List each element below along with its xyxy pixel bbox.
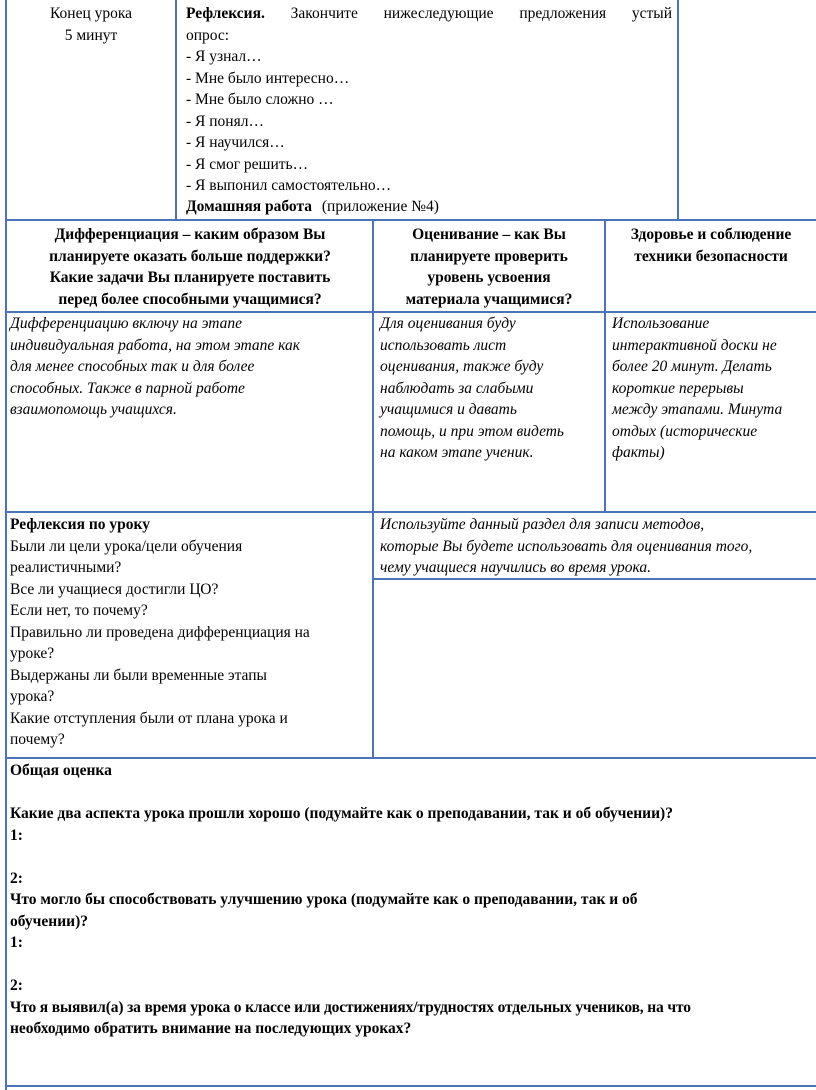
reflection-question: уроке? xyxy=(10,645,55,662)
header-line: планируете оказать больше поддержки? xyxy=(49,247,331,265)
content-line: отдых (исторические xyxy=(612,422,758,440)
overall-question: необходимо обратить внимание на последующих уроках? xyxy=(10,1020,412,1037)
content-line: более 20 минут. Делать xyxy=(612,358,772,375)
answer-label: 1: xyxy=(10,934,23,951)
reflection-intro xyxy=(186,3,672,25)
overall-question: Что могло бы способствовать улучшению урока (подумайте как о преподавании, так и об xyxy=(10,891,638,908)
grid-line xyxy=(175,0,177,220)
reflection-intro-cont: опрос: xyxy=(186,26,230,44)
homework-label: Домашняя работа xyxy=(186,197,312,215)
content-line: для менее способных так и для более xyxy=(10,358,255,375)
reflection-question: Были ли цели урока/цели обучения xyxy=(10,537,243,555)
answer-label: 2: xyxy=(10,869,23,887)
overall-question: Какие два аспекта урока прошли хорошо (подумайте как о преподавании, так и об обучении)? xyxy=(10,805,673,822)
reflection-item: - Я смог решить… xyxy=(186,155,309,173)
header-line: Какие задачи Вы планируете поставить xyxy=(49,269,331,286)
hint-line: чему учащиеся научились во время урока. xyxy=(380,559,651,576)
reflection-question: реалистичными? xyxy=(10,559,122,576)
header-line: Здоровье и соблюдение xyxy=(630,226,792,243)
content-line: Для оценивания буду xyxy=(380,315,516,332)
content-line: оценивания, также буду xyxy=(380,358,544,375)
reflection-question: Если нет, то почему? xyxy=(10,602,148,619)
overall-title: Общая оценка xyxy=(10,762,112,779)
lesson-reflection-title: Рефлексия по уроку xyxy=(10,516,150,533)
content-line: факты) xyxy=(612,444,665,461)
reflection-question: почему? xyxy=(10,731,65,748)
content-differentiation xyxy=(10,313,370,421)
header-line: перед более способными учащимися? xyxy=(58,290,322,308)
content-line: наблюдать за слабыми xyxy=(380,379,534,397)
reflection-item: - Я научился… xyxy=(186,134,285,151)
overall-question: обучении)? xyxy=(10,912,88,930)
lesson-reflection xyxy=(10,514,372,751)
hint-line: Используйте данный раздел для записи методов, xyxy=(380,516,705,533)
grid-line xyxy=(5,219,816,221)
grid-line xyxy=(5,757,816,759)
header-health xyxy=(606,224,816,267)
stage-time: 5 минут xyxy=(64,26,118,44)
content-line: помощь, и при этом видеть xyxy=(380,422,564,440)
header-differentiation xyxy=(8,224,372,310)
content-line: на каком этапе ученик. xyxy=(380,444,534,461)
reflection-question: Какие отступления были от плана урока и xyxy=(10,709,288,727)
reflection-title: Рефлексия. xyxy=(186,5,265,22)
reflection-cell xyxy=(186,3,672,217)
content-assessment xyxy=(380,313,604,464)
grid-line xyxy=(5,0,7,1090)
blank-line xyxy=(10,954,816,976)
content-line: учащимися и давать xyxy=(380,401,517,418)
reflection-question: Все ли учащиеся достигли ЦО? xyxy=(10,580,219,598)
assessment-hint xyxy=(380,514,816,579)
homework-line xyxy=(186,197,672,217)
header-line: техники безопасности xyxy=(634,247,788,265)
overall-question: Что я выявил(а) за время урока о классе или достижениях/трудностях отдельных учеников, на что xyxy=(10,998,691,1016)
reflection-question: Правильно ли проведена дифференциация на xyxy=(10,623,310,641)
reflection-item: - Я узнал… xyxy=(186,48,262,65)
grid-line xyxy=(5,511,816,513)
content-line: короткие перерывы xyxy=(612,379,744,397)
content-line: использовать лист xyxy=(380,336,507,354)
overall-assessment xyxy=(10,760,816,1040)
stage-label: Конец урока xyxy=(49,5,133,22)
content-health xyxy=(612,313,816,464)
grid-line xyxy=(5,1085,816,1087)
reflection-question: Выдержаны ли были временные этапы xyxy=(10,666,267,684)
content-line: Использование xyxy=(612,315,710,332)
reflection-item: - Я выпонил самостоятельно… xyxy=(186,177,392,194)
hint-line: которые Вы будете использовать для оценивания того, xyxy=(380,537,753,555)
reflection-intro-text: Закончите нижеследующие предложения устый xyxy=(290,5,672,22)
content-line: Дифференциацию включу на этапе xyxy=(10,315,243,332)
header-line: уровень усвоения xyxy=(427,269,551,286)
homework-ref: (приложение №4) xyxy=(321,197,439,215)
content-line: способных. Также в парной работе xyxy=(10,379,245,397)
reflection-question: урока? xyxy=(10,688,55,705)
header-line: планируете проверить xyxy=(410,247,568,265)
stage-cell xyxy=(8,3,174,46)
reflection-item: - Мне было интересно… xyxy=(186,69,350,87)
header-line: Дифференциация – каким образом Вы xyxy=(54,226,326,243)
content-line: индивидуальная работа, на этом этапе как xyxy=(10,336,301,354)
reflection-item: - Я понял… xyxy=(186,112,264,130)
header-assessment xyxy=(374,224,604,310)
content-line: между этапами. Минута xyxy=(612,401,783,418)
header-line: Оценивание – как Вы xyxy=(412,226,566,243)
answer-label: 1: xyxy=(10,826,23,844)
reflection-item: - Мне было сложно … xyxy=(186,91,334,108)
blank-line xyxy=(10,846,816,868)
answer-label: 2: xyxy=(10,977,23,994)
header-line: материала учащимися? xyxy=(405,290,573,308)
blank-line xyxy=(10,782,816,804)
content-line: взаимопомощь учащихся. xyxy=(10,401,177,418)
grid-line xyxy=(677,0,679,220)
content-line: интерактивной доски не xyxy=(612,336,777,354)
